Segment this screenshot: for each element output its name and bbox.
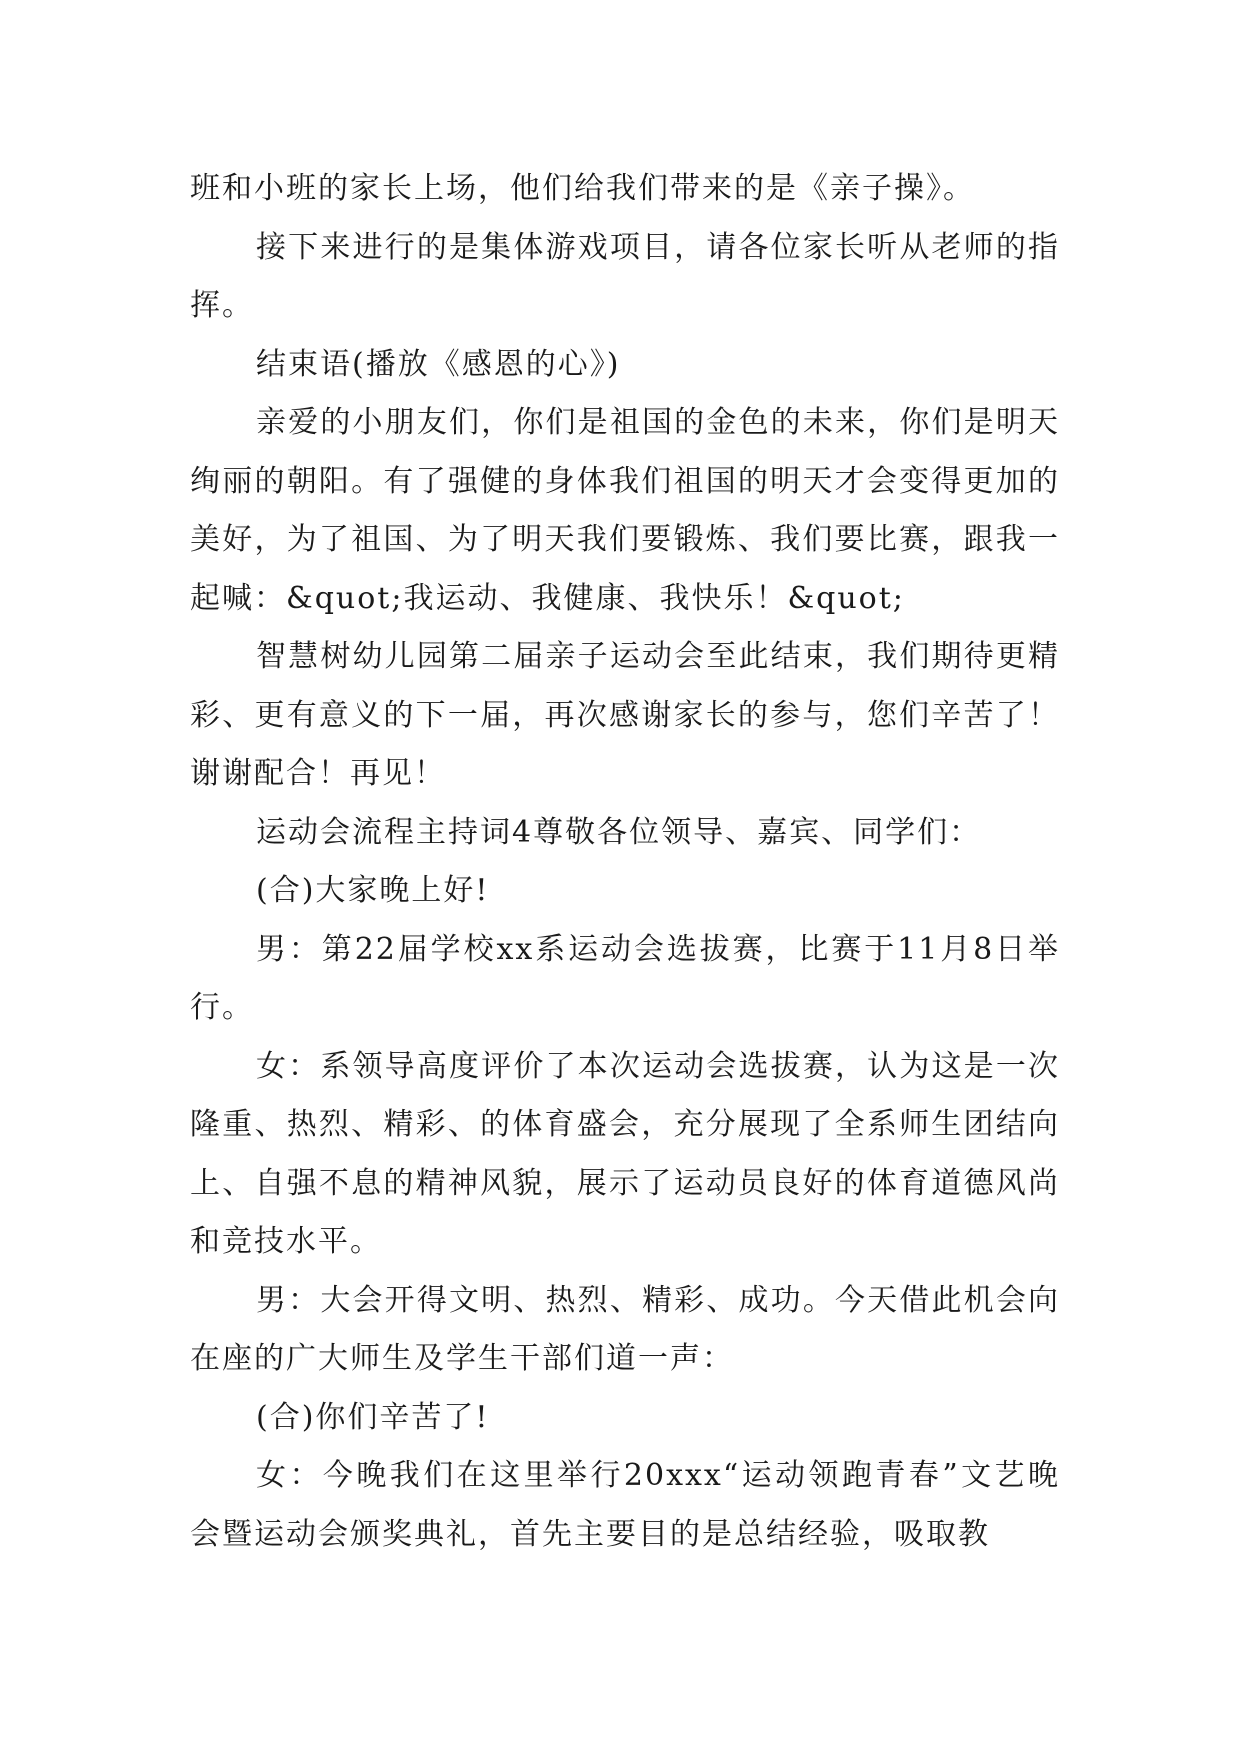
paragraph-7: (合)大家晚上好! (256, 873, 490, 908)
paragraph-3-closing-heading: 结束语(播放《感恩的心》) (256, 346, 621, 382)
paragraph-10: 男：大会开得文明、热烈、精彩、成功。今天借此机会向在座的广大师生及学生干部们道一声： (190, 1282, 1060, 1376)
paragraph-4: 亲爱的小朋友们，你们是祖国的金色的未来，你们是明天绚丽的朝阳。有了强健的身体我们祖国的明天才会变得更加的美好，为了祖国、为了明天我们要锻炼、我们要比赛，跟我一起喊：&quot;我运动、我健康、我快乐！&quot; (190, 405, 1060, 616)
paragraph-12: 女：今晚我们在这里举行20xxx“运动领跑青春”文艺晚会暨运动会颁奖典礼，首先主要目的是总结经验，吸取教 (190, 1458, 1060, 1552)
paragraph-2: 接下来进行的是集体游戏项目，请各位家长听从老师的指挥。 (190, 229, 1060, 323)
paragraph-8: 男：第22届学校xx系运动会选拔赛，比赛于11月8日举行。 (190, 931, 1060, 1025)
paragraph-9: 女：系领导高度评价了本次运动会选拔赛，认为这是一次隆重、热烈、精彩、的体育盛会，充分展现了全系师生团结向上、自强不息的精神风貌，展示了运动员良好的体育道德风尚和竞技水平。 (190, 1048, 1060, 1259)
paragraph-6: 运动会流程主持词4尊敬各位领导、嘉宾、同学们： (256, 814, 982, 850)
paragraph-5: 智慧树幼儿园第二届亲子运动会至此结束，我们期待更精彩、更有意义的下一届，再次感谢家长的参与，您们辛苦了！谢谢配合！再见！ (190, 639, 1060, 791)
paragraph-1: 班和小班的家长上场，他们给我们带来的是《亲子操》。 (190, 171, 975, 206)
document-body (190, 160, 1060, 1564)
paragraph-11: (合)你们辛苦了! (256, 1399, 490, 1435)
